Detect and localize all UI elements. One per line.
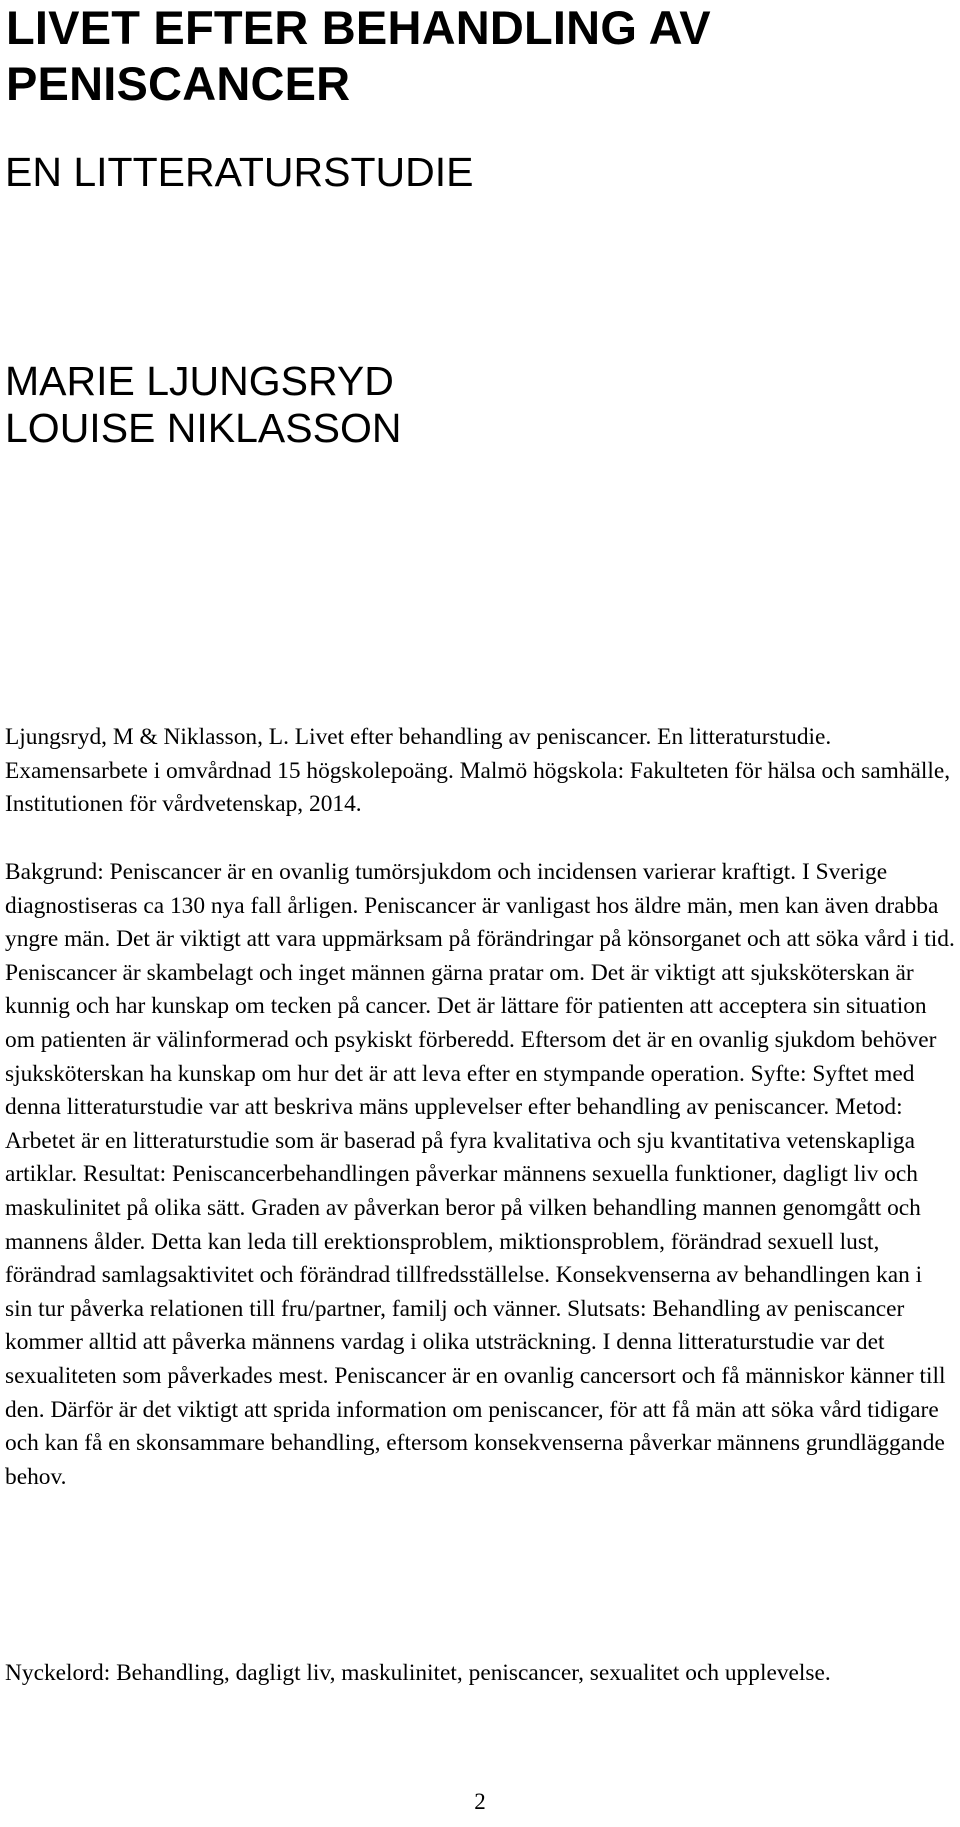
- title-line-1: LIVET EFTER BEHANDLING AV: [6, 1, 711, 54]
- document-title: [6, 0, 711, 112]
- keywords-paragraph: Nyckelord: Behandling, dagligt liv, maskulinitet, peniscancer, sexualitet och upplevelse.: [5, 1660, 831, 1686]
- title-line-2: PENISCANCER: [6, 57, 351, 110]
- document-subtitle: EN LITTERATURSTUDIE: [5, 149, 474, 195]
- page-number: 2: [474, 1789, 486, 1814]
- author-list: [5, 358, 401, 452]
- author-name: LOUISE NIKLASSON: [5, 405, 402, 451]
- citation-paragraph: Ljungsryd, M & Niklasson, L. Livet efter behandling av peniscancer. En litteraturstudie. Examensarbete i omvårdnad 15 högskolepoäng. Malmö högskola: Fakulteten för hälsa och samhälle, Institutionen för vårdvetenskap, 2014.: [5, 724, 951, 818]
- abstract-paragraph: Bakgrund: Peniscancer är en ovanlig tumörsjukdom och incidensen varierar kraftigt. I Sverige diagnostiseras ca 130 nya fall årligen. Peniscancer är vanligast hos äldre män, men kan även drabba yngre män. Det är viktigt att vara uppmärksam på förändringar på könsorganet och att söka vård i tid. Peniscancer är skambelagt och inget männen gärna pratar om. Det är viktigt att sjuksköterskan är kunnig och har kunskap om tecken på cancer. Det är lättare för patienten att acceptera sin situation om patienten är välinformerad och psykiskt förberedd. Eftersom det är en ovanlig sjukdom behöver sjuksköterskan ha kunskap om hur det är att leva efter en stympande operation. Syfte: Syftet med denna litteraturstudie var att beskriva mäns upplevelser efter behandling av peniscancer. Metod: Arbetet är en litteraturstudie som är baserad på fyra kvalitativa och sju kvantitativa vetenskapliga artiklar. Resultat: Peniscancerbehandlingen påverkar männens sexuella funktioner, dagligt liv och maskulinitet på olika sätt. Graden av påverkan beror på vilken behandling mannen genomgått och mannens ålder. Detta kan leda till erektionsproblem, miktionsproblem, förändrad sexuell lust, förändrad samlagsaktivitet och förändrad tillfredsställelse. Konsekvenserna av behandlingen kan i sin tur påverka relationen till fru/partner, familj och vänner. Slutsats: Behandling av peniscancer kommer alltid att påverka männens vardag i olika utsträckning. I denna litteraturstudie var det sexualiteten som påverkades mest. Peniscancer är en ovanlig cancersort och få människor känner till den. Därför är det viktigt att sprida information om peniscancer, för att få män att söka vård tidigare och kan få en skonsammare behandling, eftersom konsekvenserna påverkar männens grundläggande behov.: [5, 859, 955, 1490]
- author-name: MARIE LJUNGSRYD: [5, 358, 394, 404]
